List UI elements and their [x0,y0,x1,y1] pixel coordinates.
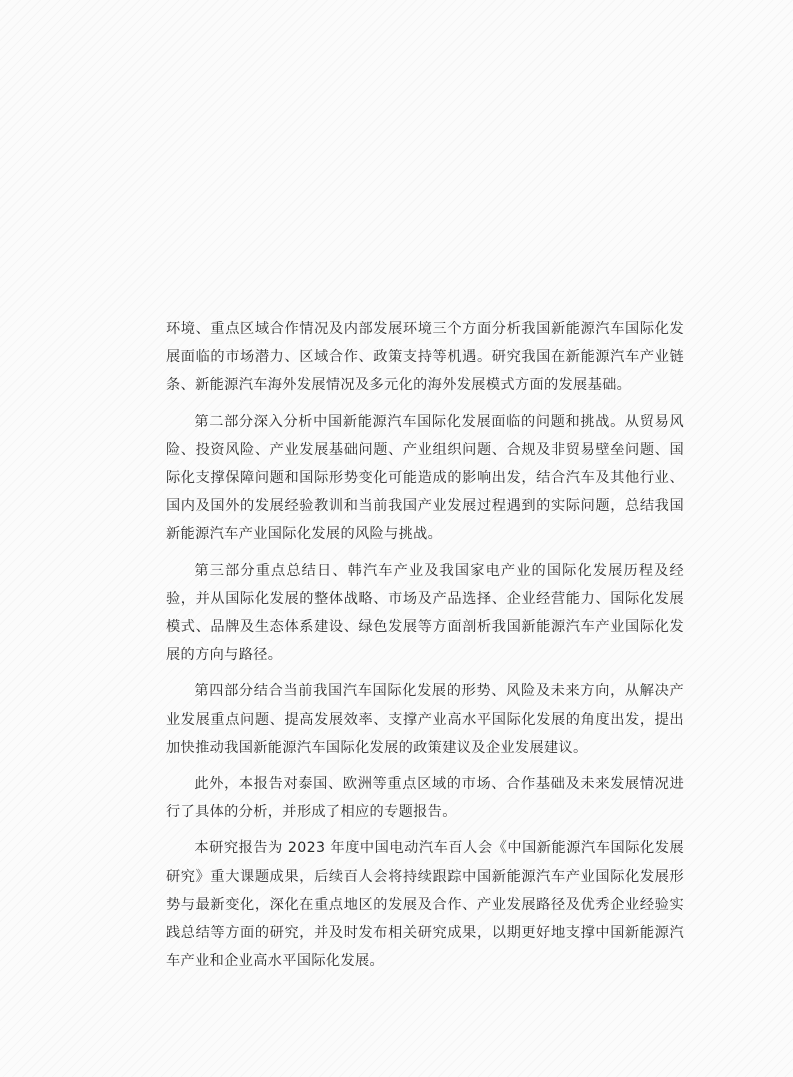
paragraph-opportunities: 环境、重点区域合作情况及内部发展环境三个方面分析我国新能源汽车国际化发展面临的市场潜力、区域合作、政策支持等机遇。研究我国在新能源汽车产业链条、新能源汽车海外发展情况及多元化的海外发展模式方面的发展基础。 [166,321,684,394]
paragraph-research-outcome: 本研究报告为 2023 年度中国电动汽车百人会《中国新能源汽车国际化发展研究》重大课题成果，后续百人会将持续跟踪中国新能源汽车产业国际化发展形势与最新变化，深化在重点地区的发展及合作、产业发展路径及优秀企业经验实践总结等方面的研究，并及时发布相关研究成果，以期更好地支撑中国新能源汽车产业和企业高水平国际化发展。 [166,840,684,970]
paragraph-part-two: 第二部分深入分析中国新能源汽车国际化发展面临的问题和挑战。从贸易风险、投资风险、产业发展基础问题、产业组织问题、合规及非贸易壁垒问题、国际化支撑保障问题和国际形势变化可能造成的影响出发，结合汽车及其他行业、国内及国外的发展经验教训和当前我国产业发展过程遇到的实际问题，总结我国新能源汽车产业国际化发展的风险与挑战。 [166,413,684,543]
paragraph-part-four: 第四部分结合当前我国汽车国际化发展的形势、风险及未来方向，从解决产业发展重点问题、提高发展效率、支撑产业高水平国际化发展的角度出发，提出加快推动我国新能源汽车国际化发展的政策建议及企业发展建议。 [166,683,684,756]
paragraph-part-three: 第三部分重点总结日、韩汽车产业及我国家电产业的国际化发展历程及经验，并从国际化发展的整体战略、市场及产品选择、企业经营能力、国际化发展模式、品牌及生态体系建设、绿色发展等方面剖析我国新能源汽车产业国际化发展的方向与路径。 [166,562,684,664]
paragraph-special-reports: 此外，本报告对泰国、欧洲等重点区域的市场、合作基础及未来发展情况进行了具体的分析，并形成了相应的专题报告。 [166,776,684,821]
report-body-text [166,315,684,983]
